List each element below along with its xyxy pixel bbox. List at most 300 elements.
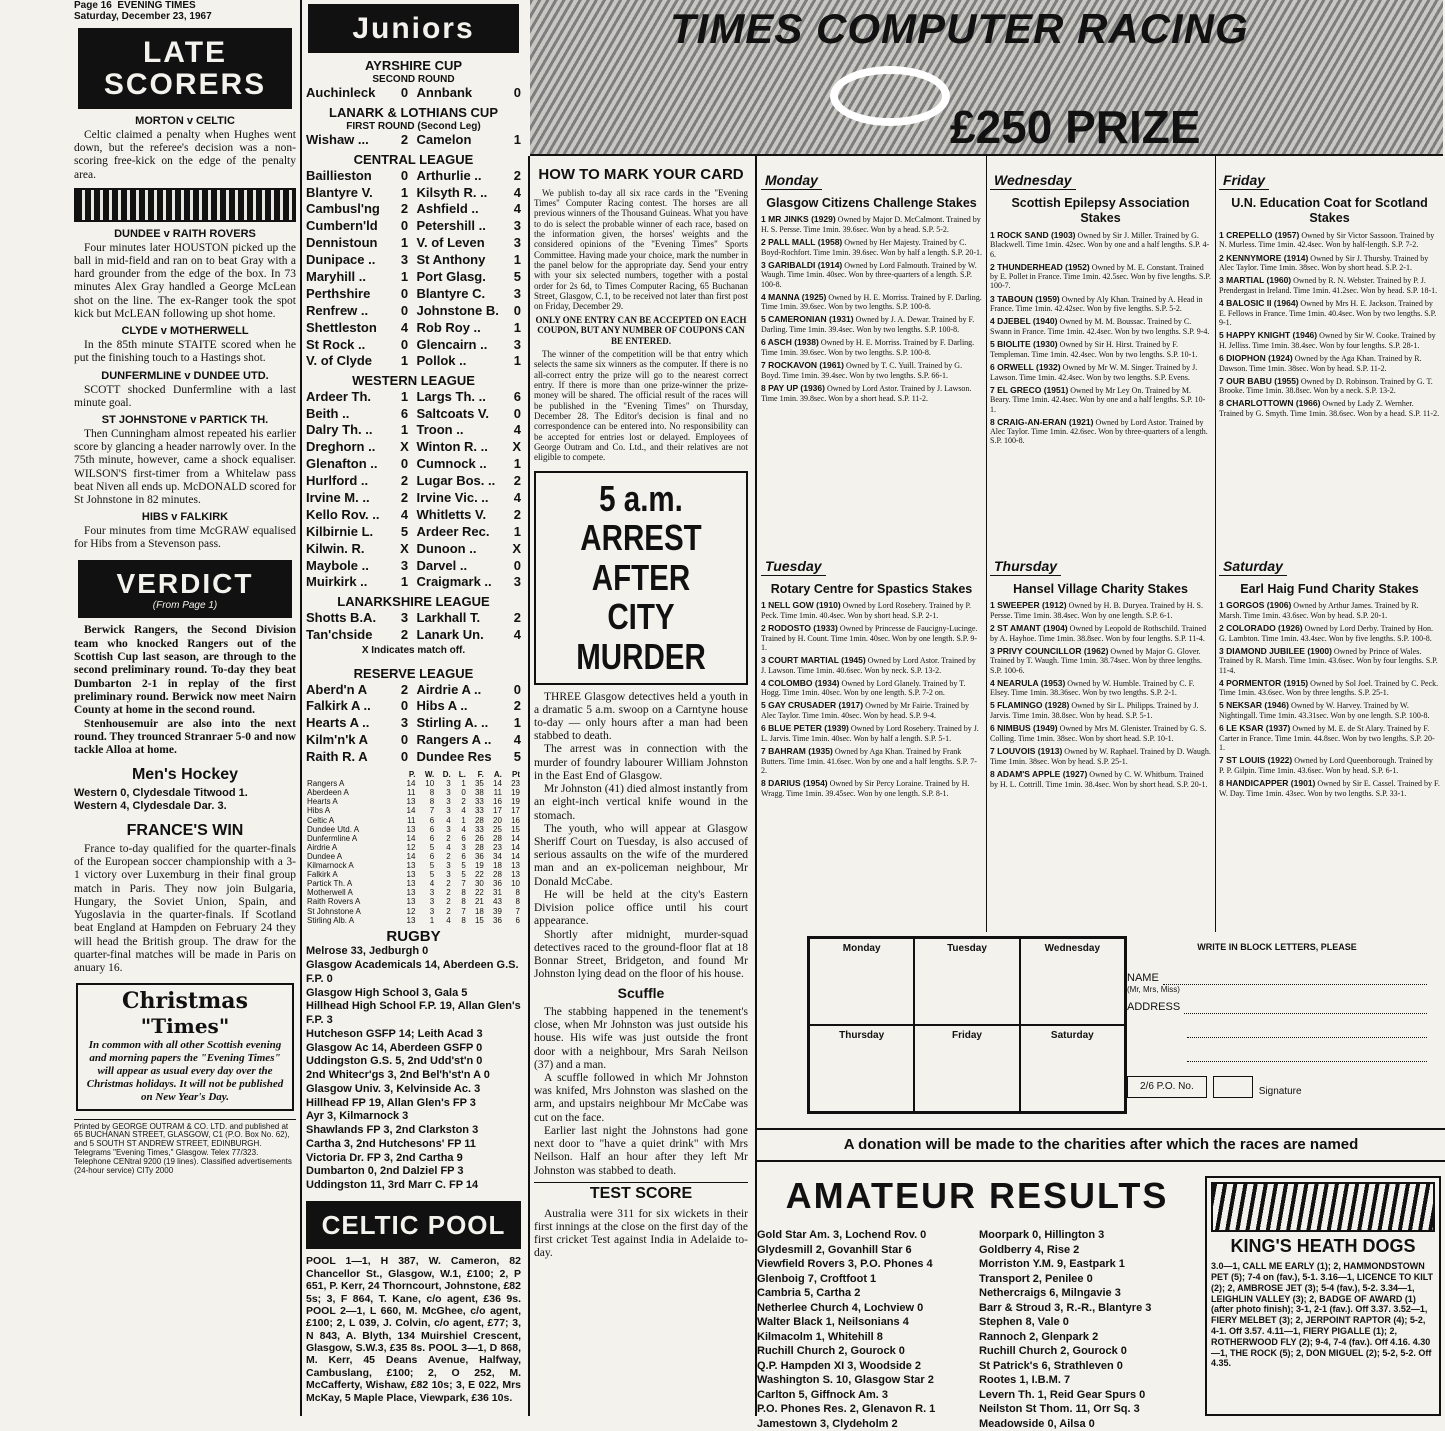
- runner-detail: Owned by Prince of Wales. Trained by R. Marsh. Time 1min. 43.6sec. Won by four lengths. S.P. 11-4.: [1219, 646, 1438, 675]
- runner-horse: HANDICAPPER (1901): [1226, 777, 1316, 788]
- runner-name: [990, 339, 1058, 349]
- runner-horse: DIAMOND JUBILEE (1900): [1226, 645, 1332, 656]
- fixture-cell: Hibs A ..: [416, 698, 468, 714]
- table-row: [306, 825, 521, 834]
- amateur-result: Washington S. 10, Glasgow Star 2: [757, 1374, 934, 1387]
- fixture-cell: 3: [513, 218, 521, 234]
- fixture-cell: 3: [513, 235, 521, 251]
- runner-horse: CRAIG-AN-ERAN (1921): [997, 416, 1094, 427]
- fixture-cell: 1: [513, 252, 521, 268]
- fixture-cell: 2: [400, 132, 409, 148]
- fixture-row: [306, 320, 521, 337]
- runner-horse: BAHRAM (1935): [768, 746, 833, 757]
- table-cell: 3: [446, 861, 451, 871]
- amateur-result: Walter Black 1, Neilsonians 4: [757, 1316, 909, 1329]
- entry-form: [1127, 936, 1427, 1114]
- fixture-cell: Dalry Th. ..: [306, 422, 373, 438]
- runner-number: 4: [761, 677, 766, 688]
- arrest-paragraph: Mr Johnston (41) died almost instantly from an eight-inch vertical knife wound in the stomach.: [534, 783, 748, 822]
- table-cell: 8: [515, 888, 520, 898]
- table-cell: 2: [446, 906, 451, 916]
- table-cell: 2: [446, 888, 451, 898]
- rugby-result: Hutcheson GSFP 14; Leith Acad 3: [306, 1027, 483, 1040]
- block-letters-note: WRITE IN BLOCK LETTERS, PLEASE: [1197, 942, 1357, 952]
- runner-number: 7: [1219, 375, 1224, 386]
- runner-detail: Owned by M. M. Boussac. Trained by C. Swann in France. Time 1min. 42.4sec. Won by two lengths. S.P. 9-4.: [990, 317, 1210, 337]
- table-cell: 38: [474, 788, 484, 798]
- report-text: Then Cunningham almost repeated his earlier score by glancing a header narrowly over. In the 75th minute, however, came a shock equaliser. WILSON'S first-timer from a Whitelaw pass beat Niven all ends up. McDONALD scored for St Johnstone in 82 minutes.: [74, 427, 296, 506]
- runner-detail: Owned by H. E. Morriss. Trained by F. Darling. Time 1min. 39.6sec. Won by two lengths. S.P. 100-8.: [761, 338, 975, 357]
- runner-number: 8: [1219, 777, 1224, 788]
- po-label: 2/6 P.O. No.: [1127, 1076, 1207, 1098]
- fixture-row: [306, 473, 521, 490]
- table-cell: 19: [511, 788, 520, 798]
- runner-number: 8: [761, 382, 766, 393]
- address-label: ADDRESS: [1127, 1001, 1181, 1014]
- fixture-row: [306, 682, 521, 699]
- runner-entry: [761, 361, 982, 380]
- table-header: P.: [408, 769, 416, 779]
- table-cell: 18: [474, 906, 484, 916]
- runner-horse: OUR BABU (1955): [1226, 375, 1299, 386]
- fixture-cell: Kilsyth R. ..: [416, 184, 488, 200]
- selection-box-monday[interactable]: Monday: [809, 938, 914, 1025]
- amateur-result: Carlton 5, Giffnock Am. 3: [757, 1388, 889, 1401]
- address-field-3[interactable]: [1187, 1048, 1427, 1062]
- runner-name: [761, 214, 836, 224]
- runner-detail: Owned by Lord Astor. Trained by Alec Taylor. Time 1min. 42.6sec. Won by three-quarters of a length. S.P. 100-8.: [990, 417, 1208, 446]
- table-row: [306, 779, 521, 788]
- runner-detail: Owned by Sir E. Cassel. Trained by F. W. Day. Time 1min. 43sec. Won by two lengths. S.P. 33-1.: [1219, 778, 1440, 798]
- amateur-result: Morriston Y.M. 9, Eastpark 1: [979, 1258, 1125, 1271]
- runner-entry: [990, 340, 1211, 359]
- fixture-cell: 6: [513, 388, 521, 404]
- fixture-cell: 1: [400, 388, 409, 404]
- runner-number: 3: [1219, 275, 1224, 286]
- left-column: [72, 0, 298, 1416]
- verdict-text-2: Stenhousemuir are also into the next round. They trounced Stranraer 5-0 and now tackle Alloa at home.: [74, 717, 296, 757]
- table-cell: 3: [446, 870, 451, 880]
- table-cell: 28: [493, 833, 502, 843]
- fixture-cell: Dundee Res: [416, 749, 492, 765]
- table-cell: 3: [446, 824, 451, 834]
- fixture-cell: 4: [513, 732, 521, 748]
- runner-entry: [1219, 254, 1440, 273]
- amateur-result: St Patrick's 6, Strathleven 0: [979, 1359, 1123, 1372]
- fixture-cell: 4: [513, 201, 521, 217]
- fixture-row: [306, 732, 521, 749]
- table-cell: 6: [461, 851, 466, 861]
- runner-number: 4: [1219, 298, 1224, 309]
- runner-detail: Owned by R. N. Webster. Trained by P. J. Prendergast in Ireland. Time 1min. 41.2sec. Won by head. S.P. 18-1.: [1219, 276, 1438, 296]
- runner-entry: [1219, 377, 1440, 396]
- fixture-cell: Dreghorn ..: [306, 439, 376, 455]
- table-header: L.: [458, 769, 466, 779]
- table-cell: Dundee Utd. A: [307, 824, 360, 834]
- table-header: [306, 770, 398, 779]
- table-cell: 21: [474, 897, 484, 907]
- table-row: [306, 843, 521, 852]
- runner-detail: Owned by Mrs M. Glenister. Trained by G. S. Colling. Time 1min. 38sec. Won by short head. S.P. 10-1.: [990, 724, 1207, 743]
- selection-box-tuesday[interactable]: Tuesday: [914, 938, 1019, 1025]
- scorer-reports: [74, 115, 296, 552]
- table-cell: 13: [406, 915, 416, 925]
- fixture-row: [306, 715, 521, 732]
- competition-heading: CENTRAL LEAGUE: [353, 152, 474, 168]
- fixture-cell: 0: [400, 732, 409, 748]
- runner-entry: [1219, 331, 1440, 350]
- report-text: Four minutes later HOUSTON picked up the ball in mid-field and ran on to beat Gray with a hard grounder from the edge of the box. In 73 minutes Alex Gray handled a George McLean shot on the line. The ex-Ranger took the spot kick but McLEAN following up shot home.: [74, 241, 296, 320]
- table-cell: 2: [446, 897, 451, 907]
- fixture-cell: Maryhill ..: [306, 269, 366, 284]
- table-cell: 14: [406, 833, 416, 843]
- fixture-cell: 5: [400, 523, 409, 539]
- amateur-result: Barr & Stroud 3, R.-R., Blantyre 3: [979, 1301, 1152, 1314]
- runner-name: [990, 600, 1067, 610]
- amateur-result: Ruchill Church 2, Gourock 0: [979, 1345, 1127, 1358]
- runner-horse: DIOPHON (1924): [1226, 352, 1293, 363]
- amateur-result: Glydesmill 2, Govanhill Star 6: [757, 1243, 912, 1256]
- table-header: F.: [477, 769, 484, 779]
- fixture-cell: 4: [400, 506, 409, 522]
- table-cell: 15: [511, 824, 520, 834]
- fixture-cell: Auchinleck: [306, 85, 376, 101]
- banner-prize: £250 PRIZE: [950, 101, 1201, 153]
- runner-entry: [761, 656, 982, 675]
- how-to-heading: HOW TO MARK YOUR CARD: [538, 166, 744, 183]
- selection-box-saturday[interactable]: Saturday: [1020, 1025, 1125, 1112]
- runner-horse: HAPPY KNIGHT (1946): [1226, 330, 1318, 341]
- table-header: A.: [493, 769, 502, 779]
- arrest-paragraph: The stabbing happened in the tenement's close, when Mr Johnston was just outside his house. His wife was just outside the front door with a neighbour, Mrs Sarah Neilson (37) and a man.: [534, 1005, 748, 1071]
- runner-horse: CREPELLO (1957): [1226, 229, 1300, 240]
- address-field-2[interactable]: [1187, 1024, 1427, 1038]
- table-cell: 1: [461, 779, 466, 789]
- amateur-result: Goldberry 4, Rise 2: [979, 1243, 1080, 1256]
- fixture-cell: 3: [513, 574, 521, 590]
- runner-name: [761, 746, 833, 756]
- france-heading: FRANCE'S WIN: [126, 822, 244, 840]
- table-cell: 23: [511, 779, 520, 789]
- fixture-cell: 2: [513, 473, 521, 489]
- runner-entry: [990, 747, 1211, 766]
- runner-number: 5: [1219, 330, 1224, 341]
- table-cell: Dundee A: [307, 851, 343, 861]
- racing-section: [755, 156, 1443, 1430]
- amateur-result: Jamestown 3, Clydeholm 2: [757, 1417, 898, 1430]
- how-to-text-2: The winner of the competition will be that entry which selects the same six winners as the computer. If there is no all-correct entry the prize will go to the nearest correct entry. If there is more than one prize-winner the prize-money will be shared. The official result of the races will be published in the "Evening Times" on Thursday, December 28. The Editor's decision is final and no correspondence can be entered into. No responsibility can be accepted for entries lost or delayed. Employees of George Outram and Co. Ltd., and their relatives are not eligible to compete.: [534, 348, 748, 463]
- fixture-cell: 0: [400, 218, 409, 234]
- banner-title: TIMES COMPUTER RACING: [670, 5, 1249, 52]
- runner-horse: PAY UP (1936): [768, 382, 825, 393]
- runner-horse: ST AMANT (1904): [997, 622, 1068, 633]
- runner-horse: NEARULA (1953): [997, 677, 1066, 688]
- fixture-cell: Ashfield ..: [416, 201, 479, 217]
- fixture-cell: Dennistoun: [306, 235, 378, 251]
- runner-number: 8: [990, 416, 995, 427]
- runner-number: 2: [990, 261, 995, 272]
- race-day: Monday: [761, 172, 822, 190]
- fixture-cell: Darvel ..: [416, 557, 468, 573]
- runner-entry: [990, 317, 1211, 336]
- fixture-row: [306, 303, 521, 320]
- runner-detail: Owned by Sir J. Thursby. Trained by Alec Taylor. Time 1min. 38sec. Won by short head. S.P. 2-1.: [1219, 253, 1429, 273]
- arrest-headline: 5 a.m. ARREST AFTER CITY MURDER: [534, 471, 748, 685]
- runner-detail: Owned by Mr Fairie. Trained by Alec Taylor. Time 1min. 40sec. Won by head. S.P. 9-4.: [761, 701, 970, 721]
- fixture-cell: Arthurlie ..: [416, 167, 482, 183]
- selection-box-wednesday[interactable]: Wednesday: [1020, 938, 1125, 1025]
- fixture-row: [306, 269, 521, 286]
- table-cell: 2: [446, 851, 451, 861]
- runner-name: [761, 723, 849, 733]
- runner-detail: Owned by Mr Ley On. Trained by M. Beary. Time 1min. 42.4sec. Won by one and a half lengths. S.P. 10-1.: [990, 385, 1206, 414]
- runner-horse: DJEBEL (1940): [997, 316, 1058, 327]
- fixture-cell: 1: [513, 456, 521, 472]
- how-to-rule: ONLY ONE ENTRY CAN BE ACCEPTED ON EACH COUPON, BUT ANY NUMBER OF COUPONS CAN BE ENTERED.: [535, 314, 747, 346]
- fixture-row: [306, 201, 521, 218]
- fixture-cell: 5: [513, 749, 521, 765]
- runner-detail: Owned by Arthur James. Trained by R. Marsh. Time 1min. 43.6sec. Won by head. S.P. 20-1.: [1219, 601, 1419, 620]
- table-cell: Rangers A: [307, 779, 345, 789]
- runner-name: [990, 230, 1076, 240]
- report-heading: CLYDE v MOTHERWELL: [121, 325, 249, 338]
- runner-entry: [1219, 624, 1440, 643]
- juniors-heading: Juniors: [308, 4, 519, 53]
- table-cell: 11: [407, 815, 416, 825]
- fixture-cell: Glenafton ..: [306, 456, 378, 472]
- table-cell: 8: [461, 888, 466, 898]
- runner-number: 6: [761, 723, 766, 734]
- runner-number: 6: [990, 361, 995, 372]
- race-card: [757, 542, 986, 932]
- selection-box-friday[interactable]: Friday: [914, 1025, 1019, 1112]
- round-label: FIRST ROUND (Second Leg): [346, 120, 481, 132]
- runner-horse: SWEEPER (1912): [997, 600, 1067, 611]
- fixture-cell: Larkhall T.: [416, 609, 481, 625]
- amateur-result: Stephen 8, Vale 0: [979, 1316, 1069, 1329]
- fixture-cell: Falkirk A ..: [306, 698, 371, 714]
- po-field[interactable]: [1213, 1076, 1253, 1098]
- table-cell: 1: [429, 915, 435, 925]
- runner-name: [761, 360, 844, 370]
- fixture-cell: X: [400, 540, 409, 556]
- amateur-result: Rannoch 2, Glenpark 2: [979, 1330, 1099, 1343]
- report-heading: DUNDEE v RAITH ROVERS: [114, 227, 256, 240]
- runner-name: [1219, 600, 1291, 610]
- table-row: [306, 916, 521, 925]
- fixture-cell: 0: [400, 167, 409, 183]
- runner-entry: [990, 363, 1211, 382]
- runner-horse: GAY CRUSADER (1917): [768, 700, 864, 711]
- fixture-cell: 3: [400, 715, 409, 731]
- fixture-cell: Ardeer Th.: [306, 388, 372, 404]
- amateur-result: Q.P. Hampden XI 3, Woodside 2: [757, 1359, 922, 1372]
- table-cell: 4: [446, 842, 451, 852]
- christmas-title: Christmas: [122, 988, 248, 1015]
- table-cell: 33: [474, 824, 484, 834]
- report-heading: ST JOHNSTONE v PARTICK TH.: [101, 413, 269, 426]
- fixture-cell: Shettleston: [306, 319, 377, 335]
- runner-horse: PALL MALL (1958): [768, 236, 843, 247]
- table-cell: 3: [461, 842, 466, 852]
- amateur-result: Glenboig 7, Croftfoot 1: [757, 1272, 877, 1285]
- runner-name: [761, 292, 826, 302]
- runner-entry: [761, 601, 982, 620]
- runner-entry: [990, 601, 1211, 620]
- runner-number: 3: [761, 259, 766, 270]
- rugby-result: Cartha 3, 2nd Hutchesons' FP 11: [306, 1137, 476, 1150]
- runner-entry: [761, 293, 982, 312]
- christmas-notice: [76, 983, 294, 1110]
- amateur-result: P.O. Phones Res. 2, Glenavon R. 1: [757, 1403, 936, 1416]
- fixture-row: [306, 456, 521, 473]
- table-cell: 5: [429, 842, 435, 852]
- fixture-cell: 1: [400, 422, 409, 438]
- fixture-row: [306, 507, 521, 524]
- runner-detail: Owned by Mr W. M. Singer. Trained by J. Lawson. Time 1min. 42.4sec. Won by two lengths. S.P. Evens.: [990, 362, 1198, 382]
- runner-name: [761, 655, 866, 665]
- runner-entry: [761, 338, 982, 357]
- address-field[interactable]: [1184, 1000, 1427, 1014]
- signature-label: Signature: [1258, 1086, 1302, 1098]
- runner-detail: Owned by Sir J. Miller. Trained by G. Blackwell. Time 1min. 42sec. Won by one and a half lengths. S.P. 4-6.: [990, 230, 1210, 259]
- runner-name: [1219, 376, 1299, 386]
- selection-grid[interactable]: [807, 936, 1127, 1114]
- runner-name: [990, 700, 1069, 710]
- table-cell: 5: [461, 861, 466, 871]
- runner-entry: [761, 679, 982, 698]
- table-cell: 3: [446, 779, 451, 789]
- runner-horse: FLAMINGO (1928): [997, 700, 1070, 711]
- table-cell: 16: [511, 815, 520, 825]
- runner-entry: [1219, 701, 1440, 720]
- runner-number: 7: [761, 746, 766, 757]
- runner-name: [990, 623, 1068, 633]
- table-cell: 10: [425, 779, 435, 789]
- runner-detail: Owned by D. Robinson. Trained by G. T. Brooke. Time 1min. 38.8sec. Won by a neck. S.P. 13-2.: [1219, 376, 1433, 396]
- fixture-cell: X: [400, 439, 409, 455]
- fixture-cell: St Anthony: [416, 252, 486, 268]
- runner-detail: Owned by Lord Falmouth. Trained by W. Waugh. Time 1min. 40sec. Won by three-quarters of a length. S.P. 100-8.: [761, 260, 977, 289]
- table-cell: 1: [461, 815, 466, 825]
- fixture-cell: 1: [513, 353, 521, 369]
- rugby-result: 2nd Whitecr'gs 3, 2nd Bel'h'st'n A 0: [306, 1069, 490, 1082]
- table-cell: 13: [406, 897, 416, 907]
- table-cell: 5: [461, 870, 466, 880]
- amateur-result: Nethercraigs 6, Milngavie 3: [979, 1287, 1121, 1300]
- race-name: Earl Haig Fund Charity Stakes: [1240, 581, 1419, 596]
- fixture-row: [306, 490, 521, 507]
- table-cell: 13: [406, 870, 416, 880]
- runner-detail: Owned by M. E. Constant. Trained by E. Pollet in France. Time 1min. 42.5sec. Won by five lengths. S.P. 100-7.: [990, 262, 1211, 291]
- table-cell: 8: [515, 897, 520, 907]
- competition-heading: LANARK & LOTHIANS CUP: [329, 105, 498, 121]
- fixture-row: [306, 168, 521, 185]
- table-cell: 13: [406, 824, 416, 834]
- table-cell: 3: [429, 897, 435, 907]
- runner-number: 4: [990, 677, 995, 688]
- fixture-cell: 0: [400, 85, 409, 101]
- fixture-row: [306, 406, 521, 423]
- match-off-note: X Indicates match off.: [361, 645, 466, 657]
- runner-detail: Owned by T. C. Yuill. Trained by G. Boyd. Time 1min. 39.4sec. Won by two lengths. S.P. 66-1.: [761, 361, 963, 380]
- table-cell: 4: [446, 815, 451, 825]
- rugby-result: Uddingston 11, 3rd Marr C. FP 14: [306, 1179, 479, 1192]
- runner-entry: [990, 295, 1211, 314]
- race-card: [986, 542, 1215, 932]
- runner-name: [761, 337, 819, 347]
- table-cell: 25: [493, 824, 502, 834]
- fixture-cell: 3: [400, 252, 409, 268]
- dogs-results: 3.0—1, CALL ME EARLY (1); 2, HAMMONDSTOWN PET (5); 7-4 on (fav.), 5-1. 3.16—1, LICENCE TO KILT (2); 2, AMBROSE JET (3); 5-4 (fav.), 5-2. 3.34—1, LEIGHLIN VALLEY (3); 2, BADGE OF AWARD (1) (after photo finish); 3-1, 2-1 (fav.). Off 3.37. 3.52—1, FIERY MELBET (3); 2, JERPOINT RAPTOR (4); 5-2, 4-1. Off 3.57. 4.11—1, FIERY PIGALLE (1); 2, ROTHERWOOD FLY (2); 9-4, 7-4 (fav.). Off 4.16. 4.30—1, THE ROCK (5); 2, DON MIGUEL (2); 5-2, 5-2. Off 4.35.: [1211, 1261, 1434, 1369]
- table-cell: 7: [461, 879, 466, 889]
- table-cell: 2: [461, 797, 466, 807]
- runner-entry: [1219, 679, 1440, 698]
- christmas-times-title: "Times": [140, 1014, 230, 1039]
- fixture-cell: 0: [513, 681, 521, 697]
- late-scorers-heading: LATE SCORERS: [78, 28, 292, 109]
- table-cell: 14: [511, 851, 520, 861]
- report-text: Four minutes from time McGRAW equalised for Hibs from a Stevenson pass.: [74, 525, 296, 551]
- table-cell: 12: [406, 906, 416, 916]
- runner-number: 5: [1219, 700, 1224, 711]
- runner-horse: NEKSAR (1946): [1226, 700, 1289, 711]
- table-cell: 12: [406, 842, 416, 852]
- runner-detail: Owned by Lord Queenborough. Trained by P. P. Gilpin. Time 1min. 43.6sec. Won by head. S.P. 6-1.: [1219, 756, 1433, 775]
- table-cell: 4: [446, 915, 451, 925]
- table-cell: 31: [493, 888, 502, 898]
- rugby-result: Hillhead High School F.P. 19, Allan Glen's F.P. 3: [306, 1000, 521, 1027]
- fixture-cell: Baillieston: [306, 167, 372, 183]
- runner-name: [1219, 298, 1298, 308]
- column-rule: [986, 156, 987, 932]
- fixture-row: [306, 558, 521, 575]
- fixture-cell: 1: [513, 319, 521, 335]
- runner-detail: Owned by the Aga Khan. Trained by R. Dawson. Time 1min. 38sec. Won by head. S.P. 11-2.: [1219, 353, 1422, 373]
- fixture-cell: Irvine M. ..: [306, 489, 370, 505]
- runner-entry: [1219, 276, 1440, 295]
- race-card: [757, 156, 986, 542]
- table-cell: 3: [429, 906, 435, 916]
- runner-entry: [990, 231, 1211, 259]
- fixture-cell: 0: [400, 302, 409, 318]
- amateur-results-left: [757, 1228, 977, 1431]
- runner-detail: Owned by Lady Z. Wernher. Trained by G. Smyth. Time 1min. 38.6sec. Won by a head. S.P. 11-2.: [1219, 399, 1440, 419]
- runner-number: 4: [1219, 677, 1224, 688]
- runner-entry: [990, 647, 1211, 675]
- selection-box-thursday[interactable]: Thursday: [809, 1025, 914, 1112]
- fixture-row: [306, 185, 521, 202]
- runner-name: [1219, 723, 1290, 733]
- name-field[interactable]: [1163, 971, 1427, 985]
- table-cell: 7: [515, 906, 520, 916]
- table-row: [306, 870, 521, 879]
- runner-number: 3: [761, 654, 766, 665]
- table-cell: 34: [493, 851, 502, 861]
- table-cell: 7: [429, 806, 435, 816]
- rugby-result: Glasgow Ac 14, Aberdeen GSFP 0: [306, 1041, 483, 1054]
- runner-name: [990, 417, 1093, 427]
- race-name: Glasgow Citizens Challenge Stakes: [766, 195, 977, 210]
- reserve-results: [306, 682, 521, 766]
- table-cell: 6: [429, 833, 435, 843]
- hockey-heading: Men's Hockey: [131, 765, 239, 783]
- rugby-heading: RUGBY: [386, 927, 441, 945]
- table-cell: 7: [461, 906, 466, 916]
- page-header: Page 16 EVENING TIMES Saturday, December 23, 1967: [74, 0, 212, 22]
- fixture-cell: Muirkirk ..: [306, 574, 368, 590]
- report-text: In the 85th minute STAITE scored when he put the finishing touch to a Hastings shot.: [74, 339, 296, 365]
